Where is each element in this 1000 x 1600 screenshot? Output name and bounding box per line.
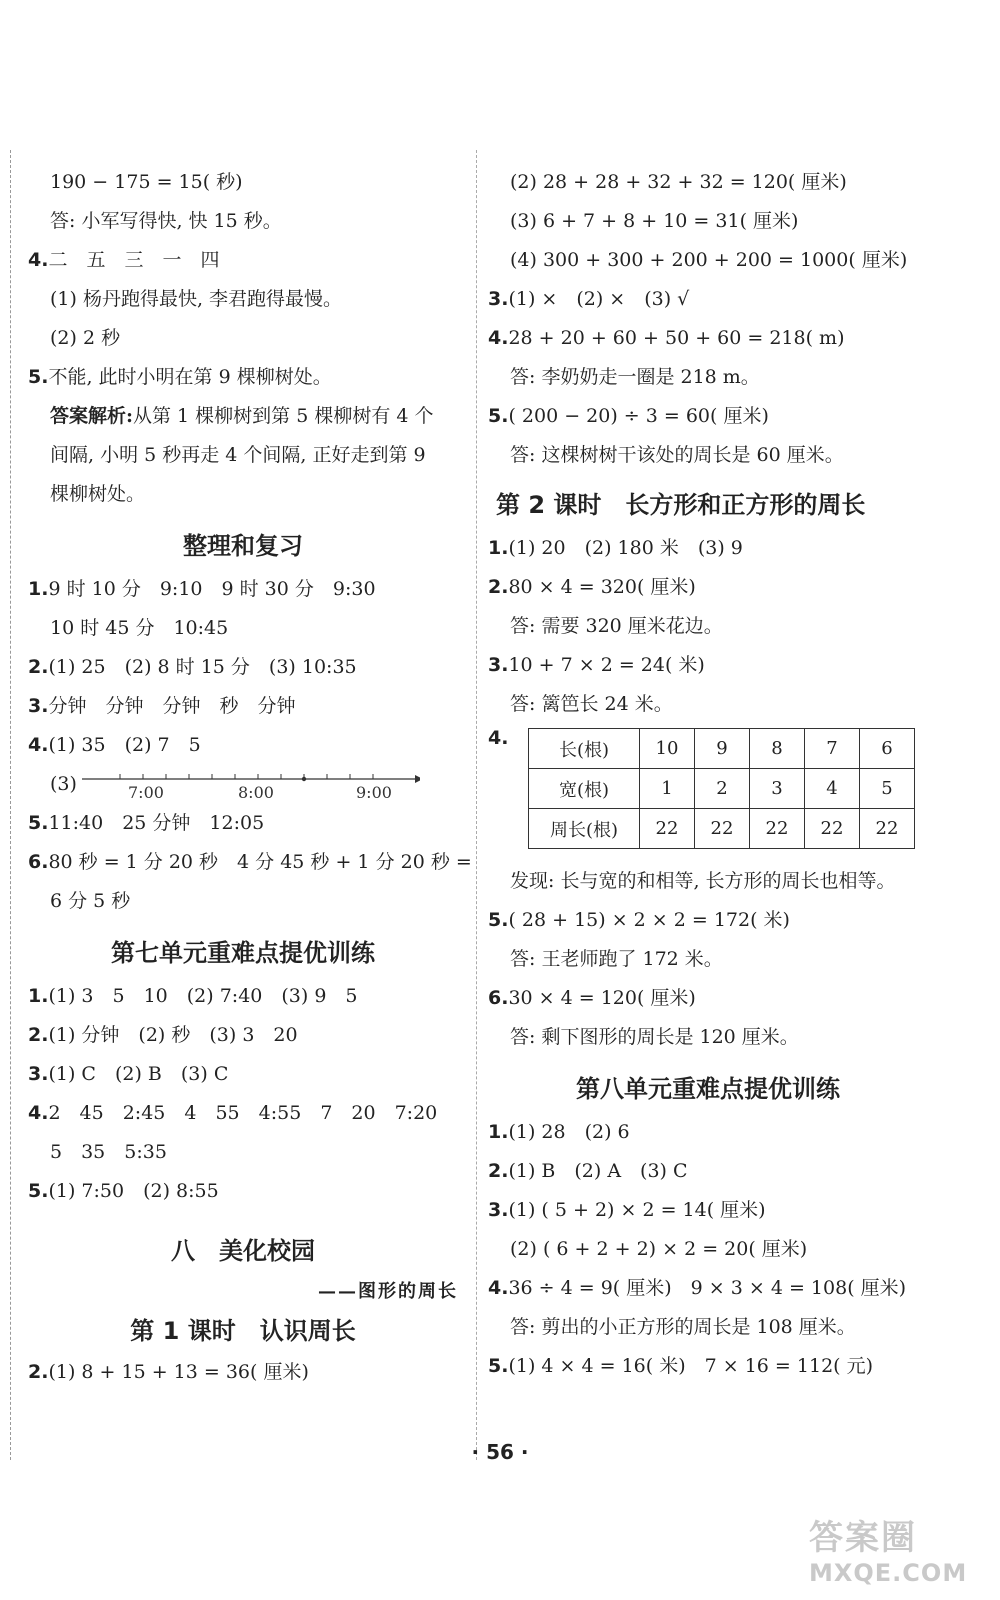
answer-line: 答: 剩下图形的周长是 120 厘米。 <box>510 1026 799 1048</box>
watermark-cn: 答案圈 <box>809 1518 917 1558</box>
question-4 <box>488 319 928 358</box>
section-title: 第八单元重难点提优训练 <box>576 1075 840 1103</box>
answer-line: 答: 这棵树树干该处的周长是 60 厘米。 <box>510 444 844 466</box>
question-4 <box>28 726 458 765</box>
question-3 <box>488 1191 928 1230</box>
question-number: 5. <box>488 405 509 427</box>
question-number: 2. <box>28 1024 49 1046</box>
question-number: 6. <box>28 851 49 873</box>
timeline-answer <box>28 765 458 804</box>
answer-line: (1) 杨丹跑得最快, 李君跑得最慢。 <box>50 288 343 310</box>
answer-text: (1) 25 (2) 8 时 15 分 (3) 10:35 <box>48 656 357 678</box>
answer-text: 10 + 7 × 2 = 24( 米) <box>508 654 705 676</box>
question-number: 5. <box>28 366 49 388</box>
answer-line: (3) 6 + 7 + 8 + 10 = 31( 厘米) <box>510 210 799 232</box>
answer-text: 分钟 分钟 分钟 秒 分钟 <box>48 695 296 717</box>
tick-label: 8:00 <box>238 783 274 802</box>
table-row <box>529 769 915 809</box>
question-5 <box>28 358 458 397</box>
question-number: 2. <box>488 1160 509 1182</box>
answer-line: (4) 300 + 300 + 200 + 200 = 1000( 厘米) <box>510 249 908 271</box>
table-row <box>529 809 915 849</box>
answer-text: (1) × (2) × (3) √ <box>508 288 690 310</box>
question-1 <box>488 1113 928 1152</box>
question-4 <box>488 1269 928 1308</box>
table-cell: 5 <box>860 769 915 809</box>
question-number: 1. <box>28 985 49 1007</box>
question-number: 1. <box>488 537 509 559</box>
question-number: 4. <box>28 1102 49 1124</box>
row-header: 宽(根) <box>529 769 640 809</box>
unit-subtitle: ——图形的周长 <box>318 1281 458 1302</box>
question-2 <box>488 1152 928 1191</box>
answer-text: 30 × 4 = 120( 厘米) <box>508 987 696 1009</box>
answer-text: (1) 20 (2) 180 米 (3) 9 <box>508 537 743 559</box>
table-cell: 6 <box>860 729 915 769</box>
answer-line: 答: 小军写得快, 快 15 秒。 <box>50 210 282 232</box>
answer-line: 6 分 5 秒 <box>50 890 131 912</box>
section-title: 整理和复习 <box>183 532 303 560</box>
answer-line: 答: 李奶奶走一圈是 218 m。 <box>510 366 760 388</box>
answer-line: 10 时 45 分 10:45 <box>50 617 229 639</box>
question-number: 3. <box>488 654 509 676</box>
table-cell: 1 <box>640 769 695 809</box>
question-3 <box>28 687 458 726</box>
question-number: 1. <box>488 1121 509 1143</box>
table-cell: 8 <box>750 729 805 769</box>
question-6 <box>28 843 472 882</box>
question-number: 2. <box>28 656 49 678</box>
question-5 <box>28 804 458 843</box>
column-divider <box>476 150 477 1460</box>
question-2 <box>28 1353 458 1392</box>
question-2 <box>488 568 928 607</box>
question-number: 4. <box>488 1277 509 1299</box>
question-number: 2. <box>488 576 509 598</box>
analysis-label: 答案解析: <box>50 405 134 427</box>
answer-line: (2) 2 秒 <box>50 327 121 349</box>
table-cell: 2 <box>695 769 750 809</box>
table-cell: 22 <box>640 809 695 849</box>
arrow-icon <box>415 775 420 783</box>
answer-analysis <box>28 397 450 514</box>
watermark-logo <box>809 1510 974 1590</box>
answer-text: (1) C (2) B (3) C <box>48 1063 229 1085</box>
answer-line: 答: 王老师跑了 172 米。 <box>510 948 723 970</box>
sub-question-label: (3) <box>50 773 77 795</box>
question-1 <box>488 529 928 568</box>
unit-title: 八 美化校园 <box>171 1237 315 1265</box>
answer-line: 5 35 5:35 <box>50 1141 167 1163</box>
question-4 <box>28 241 458 280</box>
table-cell: 4 <box>805 769 860 809</box>
question-number: 5. <box>28 812 49 834</box>
question-number: 3. <box>28 695 49 717</box>
question-2 <box>28 648 458 687</box>
table-cell: 9 <box>695 729 750 769</box>
question-6 <box>488 979 928 1018</box>
question-number: 4. <box>28 249 49 271</box>
answer-line: 答: 篱笆长 24 米。 <box>510 693 673 715</box>
timeline-diagram <box>80 771 420 803</box>
question-5 <box>488 901 928 940</box>
lesson-title: 第 1 课时 认识周长 <box>130 1317 356 1345</box>
page-number: · 56 · <box>471 1440 529 1464</box>
section-title: 第七单元重难点提优训练 <box>111 939 375 967</box>
answer-text: 9 时 10 分 9:10 9 时 30 分 9:30 <box>48 578 376 600</box>
question-number: 3. <box>28 1063 49 1085</box>
answer-line: 答: 剪出的小正方形的周长是 108 厘米。 <box>510 1316 856 1338</box>
answer-text: ( 28 + 15) × 2 × 2 = 172( 米) <box>508 909 790 931</box>
question-4-table-block <box>488 724 928 852</box>
question-5 <box>488 397 928 436</box>
answer-text: (1) 28 (2) 6 <box>508 1121 630 1143</box>
question-5 <box>488 1347 928 1386</box>
answer-text: (1) 35 (2) 7 5 <box>48 734 201 756</box>
question-number: 5. <box>488 909 509 931</box>
table-cell: 22 <box>750 809 805 849</box>
answer-text: (1) 8 + 15 + 13 = 36( 厘米) <box>48 1361 309 1383</box>
answer-text: (1) 3 5 10 (2) 7:40 (3) 9 5 <box>48 985 358 1007</box>
question-4 <box>28 1094 458 1133</box>
table-cell: 3 <box>750 769 805 809</box>
table-cell: 7 <box>805 729 860 769</box>
row-header: 长(根) <box>529 729 640 769</box>
answer-text: 2 45 2:45 4 55 4:55 7 20 7:20 <box>48 1102 438 1124</box>
question-number: 1. <box>28 578 49 600</box>
question-2 <box>28 1016 458 1055</box>
answer-text: 36 ÷ 4 = 9( 厘米) 9 × 3 × 4 = 108( 厘米) <box>508 1277 907 1299</box>
table-cell: 22 <box>695 809 750 849</box>
answer-text: 不能, 此时小明在第 9 棵柳树处。 <box>48 366 332 388</box>
row-header: 周长(根) <box>529 809 640 849</box>
table-row <box>529 729 915 769</box>
answer-text: ( 200 − 20) ÷ 3 = 60( 厘米) <box>508 405 769 427</box>
question-number: 2. <box>28 1361 49 1383</box>
question-number: 3. <box>488 288 509 310</box>
question-3 <box>488 280 928 319</box>
question-5 <box>28 1172 458 1211</box>
right-column <box>488 163 928 1386</box>
question-1 <box>28 570 458 609</box>
question-1 <box>28 977 458 1016</box>
answer-text: (1) 7:50 (2) 8:55 <box>48 1180 219 1202</box>
answer-line: 答: 需要 320 厘米花边。 <box>510 615 723 637</box>
table-cell: 10 <box>640 729 695 769</box>
analysis-text: 从第 1 棵柳树到第 5 棵柳树有 4 个间隔, 小明 5 秒再走 4 个间隔, 正好走到第 9 棵柳树处。 <box>50 405 434 505</box>
answer-text: (1) ( 5 + 2) × 2 = 14( 厘米) <box>508 1199 766 1221</box>
answer-text: (1) 分钟 (2) 秒 (3) 3 20 <box>48 1024 298 1046</box>
question-3 <box>28 1055 458 1094</box>
table-cell: 22 <box>860 809 915 849</box>
answer-text: (1) 4 × 4 = 16( 米) 7 × 16 = 112( 元) <box>508 1355 874 1377</box>
lesson-title: 第 2 课时 长方形和正方形的周长 <box>496 491 866 519</box>
question-number: 5. <box>488 1355 509 1377</box>
answer-line: (2) 28 + 28 + 32 + 32 = 120( 厘米) <box>510 171 847 193</box>
question-number: 4. <box>488 327 509 349</box>
watermark-en: MXQE.COM <box>809 1559 968 1587</box>
answer-line: (2) ( 6 + 2 + 2) × 2 = 20( 厘米) <box>510 1238 808 1260</box>
answer-line: 190 − 175 = 15( 秒) <box>50 171 243 193</box>
question-number: 3. <box>488 1199 509 1221</box>
question-number: 6. <box>488 987 509 1009</box>
answer-text: (1) B (2) A (3) C <box>508 1160 688 1182</box>
question-number: 4. <box>488 727 509 749</box>
question-number: 5. <box>28 1180 49 1202</box>
answer-text: 80 秒 = 1 分 20 秒 4 分 45 秒 + 1 分 20 秒 = <box>48 851 472 873</box>
perimeter-table <box>528 728 915 849</box>
question-number: 4. <box>28 734 49 756</box>
answer-text: 二 五 三 一 四 <box>48 249 220 271</box>
answer-text: 80 × 4 = 320( 厘米) <box>508 576 696 598</box>
left-column <box>28 163 472 1392</box>
finding-text: 发现: 长与宽的和相等, 长方形的周长也相等。 <box>510 870 896 892</box>
tick-label: 7:00 <box>128 783 164 802</box>
timeline-point <box>302 777 306 781</box>
table-cell: 22 <box>805 809 860 849</box>
tick-label: 9:00 <box>356 783 392 802</box>
answer-text: 11:40 25 分钟 12:05 <box>48 812 265 834</box>
left-margin-dashed-line <box>10 150 11 1460</box>
question-3 <box>488 646 928 685</box>
answer-text: 28 + 20 + 60 + 50 + 60 = 218( m) <box>508 327 845 349</box>
